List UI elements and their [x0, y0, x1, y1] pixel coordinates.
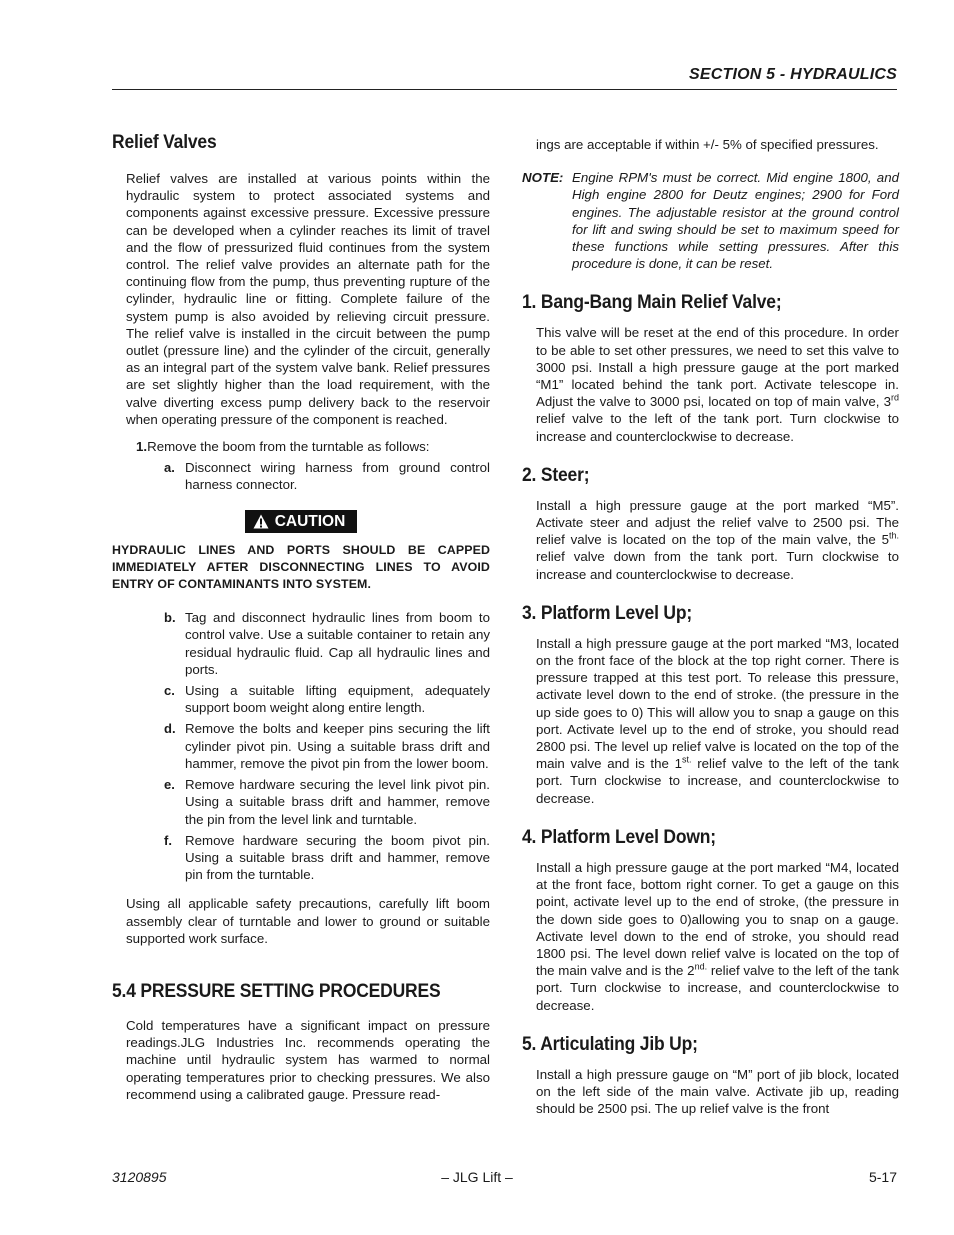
list-item-text: Using a suitable lifting equipment, adequately support boom weight along entire length.	[185, 683, 490, 716]
relief-valves-heading: Relief Valves	[112, 132, 217, 153]
articulating-jib-up-heading: 5. Articulating Jib Up;	[522, 1033, 698, 1055]
section-steer	[522, 465, 899, 583]
list-item-label: f.	[164, 832, 172, 848]
main-relief-text: This valve will be reset at the end of this procedure. In order to be able to set other pressures, we need to set this valve to 3000 psi. Install a high pressure gauge at the port marked “M1” located behind the tank port. Activate telescope in. Adjust the valve to 3000 psi, located on top of main valve, 3rd relief valve to the left of the tank port. Turn clockwise to increase and counterclockwise to decrease.	[536, 325, 899, 444]
section-platform-level-down	[522, 827, 899, 1014]
steer-text: Install a high pressure gauge at the port marked “M5”. Activate steer and adjust the relief valve to 2500 psi. The relief valve is located on the top of the main valve, the $5^{th.}$ relief valve down from the tank port. Turn clockwise to increase and counterclockwise to decrease.	[536, 497, 899, 582]
section-main-relief	[522, 292, 899, 444]
step-1-number: 1.	[136, 439, 148, 455]
list-item-text: Disconnect wiring harness from ground control harness connector.	[185, 460, 490, 493]
list-item-b	[164, 609, 490, 678]
caution-block	[112, 510, 490, 534]
relief-closing-paragraph: Using all applicable safety precautions, carefully lift boom assembly clear of turntable and lower to ground or suitable supported work surface.	[126, 896, 490, 946]
step-1-text: Remove the boom from the turntable as follows:	[147, 439, 430, 455]
platform-level-down-heading: 4. Platform Level Down;	[522, 826, 716, 848]
caution-badge	[245, 510, 358, 533]
list-item-label: c.	[164, 683, 175, 699]
note-block	[522, 169, 899, 272]
list-item-label: b.	[164, 610, 176, 626]
step-1	[136, 438, 490, 455]
list-item-c	[164, 682, 490, 716]
caution-text: HYDRAULIC LINES AND PORTS SHOULD BE CAPPED IMMEDIATELY AFTER DISCONNECTING LINES TO AVOID ENTRY OF CONTAMINANTS INTO SYSTEM.	[112, 542, 490, 592]
footer-center-label: – JLG Lift –	[441, 1169, 513, 1185]
list-item-text: Tag and disconnect hydraulic lines from boom to control valve. Use a suitable container to retain any residual hydraulic fluid. Cap all hydraulic lines and ports.	[185, 610, 490, 677]
note-label: NOTE:	[522, 170, 564, 186]
list-item-text: Remove hardware securing the level link pivot pin. Using a suitable brass drift and hammer, remove the pin from the level link and turntable.	[185, 777, 490, 827]
section-articulating-jib-up	[522, 1034, 899, 1118]
right-column	[522, 132, 899, 1117]
pressure-setting-heading: 5.4 PRESSURE SETTING PROCEDURES	[112, 980, 441, 1002]
platform-level-up-text: Install a high pressure gauge at the port marked “M3, located on the front face of the block at the top right corner. There is pressure trapped at this test port. To release this pressure, activate level down to the end of stroke. (the pressure in the up side goes to 0) This will allow you to snap a gauge on this port. Activate level up to the end of stroke, you should read 2800 psi. The level up relief valve is located on the top of the main valve and is the $1^{st.}$ relief valve to the left of the tank port. Turn clockwise to increase, and counterclockwise to decrease.	[536, 635, 899, 806]
steer-heading: 2. Steer;	[522, 464, 590, 486]
list-item-label: e.	[164, 777, 175, 793]
list-item-a	[164, 459, 490, 493]
footer-page-number: 5-17	[868, 1169, 897, 1185]
left-column	[112, 132, 490, 1103]
platform-level-up-heading: 3. Platform Level Up;	[522, 602, 693, 624]
relief-valves-body: Relief valves are installed at various points within the hydraulic system to protect associated systems and components against excessive pressure. Excessive pressure can be developed when a cylinder reaches its limit of travel and the flow of pressurized fluid continues from the system control. The relief valve provides an alternate path for the continuing flow from the pump, thus preventing rupture of the cylinder, hydraulic line or fitting. Complete failure of the system pump is also avoided by relieving circuit pressure. The relief valve is installed in the circuit between the pump outlet (pressure line) and the cylinder of the circuit, generally as an integral part of the system valve bank. Relief pressures are set slightly higher than the load requirement, with the valve diverting excess pump delivery back to the reservoir when operating pressure of the component is reached.	[126, 171, 490, 427]
list-item-e	[164, 776, 490, 828]
main-relief-heading: 1. Bang-Bang Main Relief Valve;	[522, 292, 782, 314]
list-item-f	[164, 832, 490, 884]
platform-level-down-text: Install a high pressure gauge at the port marked “M4, located at the front face, bottom right corner. To get a gauge on this point, activate level up to the end of stroke, (the pressure in the down side goes to 0)allowing you to snap on a gauge. Activate level down to the end of stroke, you should read 1800 psi. The level down relief valve is located on the top of the main valve and is the $2^{nd.}$ relief valve to the left of the tank port. Turn clockwise to increase, and counterclockwise to decrease.	[536, 859, 900, 1013]
articulating-jib-up-text: Install a high pressure gauge on “M” port of jib block, located on the left side of the main valve. Activate jib up, reading should be 2500 psi. The up relief valve is the front	[536, 1066, 899, 1117]
list-item-label: d.	[164, 721, 176, 737]
warning-triangle-icon	[253, 514, 269, 529]
list-item-text: Remove the bolts and keeper pins securing the lift cylinder pivot pin. Using a suitable brass drift and hammer, remove the pivot pin from the lower boom.	[185, 721, 490, 771]
list-item-text: Remove hardware securing the boom pivot pin. Using a suitable brass drift and hammer, remove pin from the turntable.	[185, 832, 490, 883]
section-platform-level-up	[522, 603, 899, 807]
caution-label: CAUTION	[274, 512, 346, 530]
header-rule	[112, 89, 897, 90]
footer-doc-number: 3120895	[112, 1169, 167, 1185]
section-header-title: SECTION 5 - HYDRAULICS	[689, 66, 897, 83]
pressure-setting-body-continued: ings are acceptable if within +/- 5% of specified pressures.	[536, 137, 879, 152]
list-item-d	[164, 720, 490, 772]
pressure-setting-body: Cold temperatures have a significant impact on pressure readings.JLG Industries Inc. recommends operating the machine until hydraulic system has warmed to normal operating temperatures prior to checking pressures. We also recommend using a calibrated gauge. Pressure read-	[126, 1017, 490, 1102]
note-text: Engine RPM's must be correct. Mid engine 1800, and High engine 2800 for Deutz engines; 2900 for Ford engines. The adjustable resistor at the ground control for lift and swing should be set to maximum speed for these functions while setting pressures. After this procedure is done, it can be reset.	[572, 170, 899, 272]
list-item-label: a.	[164, 460, 175, 476]
